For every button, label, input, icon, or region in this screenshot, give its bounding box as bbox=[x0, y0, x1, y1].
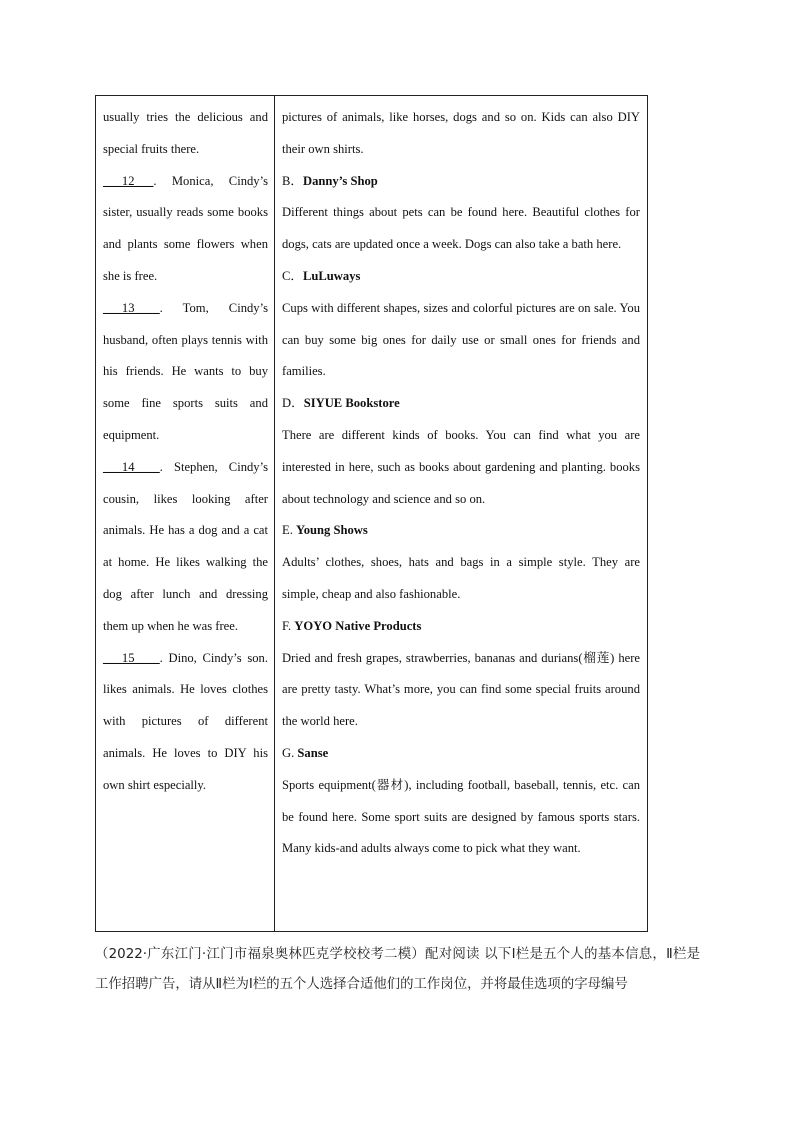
column-people bbox=[96, 96, 275, 931]
shop-name-d: SIYUE Bookstore bbox=[303, 396, 400, 411]
person-text-12: . Monica, Cindy’s sister, usually reads some books and plants some flowers when she is free. bbox=[103, 173, 268, 283]
shop-intro-continued: pictures of animals, like horses, dogs and so on. Kids can also DIY their own shirts. bbox=[282, 110, 640, 156]
shop-heading-c: C．LuLuways bbox=[282, 268, 361, 283]
person-text-15: . Dino, Cindy’s son. likes animals. He loves clothes with pictures of different animals. He loves to DIY his own shirt especially. bbox=[103, 650, 268, 792]
person-item-12 bbox=[103, 166, 268, 293]
shop-heading-d: D．SIYUE Bookstore bbox=[282, 396, 400, 411]
shop-heading-b: B．Danny’s Shop bbox=[282, 173, 378, 188]
shop-name-b: Danny’s Shop bbox=[303, 173, 378, 188]
answer-blank-14[interactable]: ___14____ bbox=[103, 459, 160, 474]
shop-desc-c: Cups with different shapes, sizes and colorful pictures are on sale. You can buy some big ones for daily use or small ones for friends and families. bbox=[282, 300, 640, 379]
shop-name-c: LuLuways bbox=[303, 268, 361, 283]
column-shops bbox=[275, 96, 647, 931]
person-item-14 bbox=[103, 452, 268, 643]
shop-heading-f: F. YOYO Native Products bbox=[282, 618, 422, 633]
shop-desc-g: Sports equipment(器材), including football, baseball, tennis, etc. can be found here. Some sport suits are designed by famous sports stars. Many kids-and adults always come to pick what they want. bbox=[282, 777, 640, 856]
person-item-13 bbox=[103, 293, 268, 452]
answer-blank-12[interactable]: ___12___ bbox=[103, 173, 154, 188]
person-text-13: . Tom, Cindy’s husband, often plays tennis with his friends. He wants to buy some fine sports suits and equipment. bbox=[103, 300, 268, 442]
matching-table bbox=[95, 95, 648, 932]
shop-desc-d: There are different kinds of books. You can find what you are interested in here, such as books about gardening and planting. books about technology and science and so on. bbox=[282, 427, 640, 506]
answer-blank-13[interactable]: ___13____ bbox=[103, 300, 160, 315]
shop-name-g: Sanse bbox=[297, 745, 329, 760]
person-intro-continued: usually tries the delicious and special fruits there. bbox=[103, 110, 268, 156]
shop-name-e: Young Shows bbox=[296, 523, 368, 538]
answer-blank-15[interactable]: ___15____ bbox=[103, 650, 160, 665]
shop-name-f: YOYO Native Products bbox=[294, 618, 422, 633]
shop-heading-g: G. Sanse bbox=[282, 745, 329, 760]
shop-desc-e: Adults’ clothes, shoes, hats and bags in a simple style. They are simple, cheap and also fashionable. bbox=[282, 555, 640, 601]
shop-desc-f: Dried and fresh grapes, strawberries, bananas and durians(榴莲) here are pretty tasty. What’s more, you can find some special fruits around the world here. bbox=[282, 650, 640, 729]
person-item-15 bbox=[103, 643, 268, 802]
shop-desc-b: Different things about pets can be found here. Beautiful clothes for dogs, cats are updated once a week. Dogs can also take a bath here. bbox=[282, 205, 640, 252]
person-text-14: . Stephen, Cindy’s cousin, likes looking after animals. He has a dog and a cat at home. He likes walking the dog after lunch and dressing them up when he was free. bbox=[103, 459, 268, 633]
question-instructions: （2022·广东江门·江门市福泉奥林匹克学校校考二模）配对阅读 以下Ⅰ栏是五个人的基本信息，Ⅱ栏是工作招聘广告，请从Ⅱ栏为Ⅰ栏的五个人选择合适他们的工作岗位，并将最佳选项的字母编号 bbox=[95, 947, 700, 992]
shop-heading-e: E. Young Shows bbox=[282, 523, 368, 538]
